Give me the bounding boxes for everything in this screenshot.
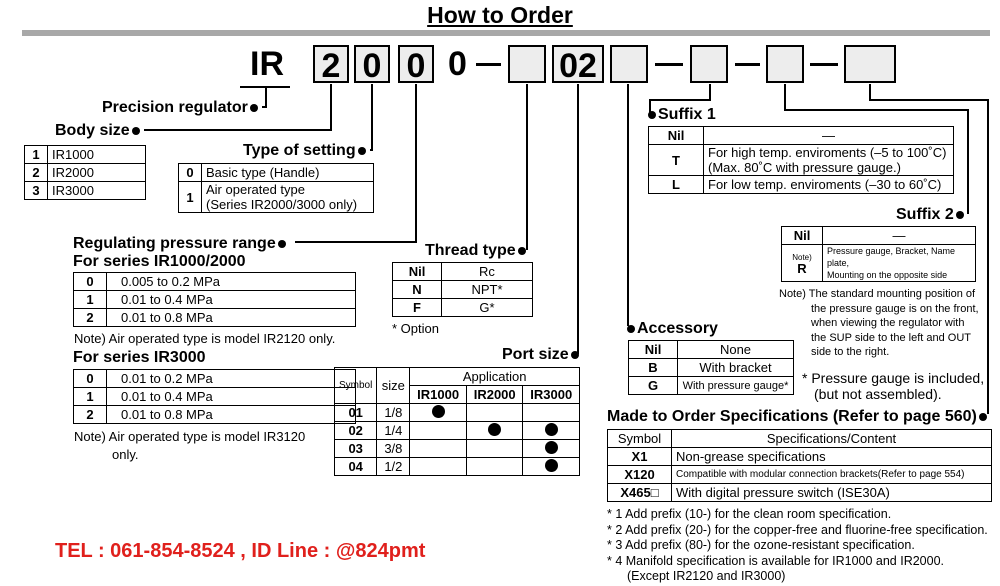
- table-row: 03 3/8: [335, 440, 580, 458]
- table-row: 2 0.01 to 0.8 MPa: [74, 406, 356, 424]
- mto-label: Made to Order Specifications (Refer to page 560): [607, 408, 989, 426]
- range-1000-note: Note) Air operated type is model IR2120 only.: [74, 331, 336, 346]
- code-port-box: 02: [552, 45, 604, 83]
- table-row: F G*: [393, 299, 533, 317]
- body-size-label: Body size: [55, 122, 142, 140]
- suffix1-label: Suffix 1: [646, 106, 716, 124]
- table-row: 1 Air operated type (Series IR2000/3000 only): [179, 182, 374, 213]
- table-row: Nil Rc: [393, 263, 533, 281]
- suffix1-table: [648, 126, 954, 194]
- port-size-label: Port size: [502, 346, 581, 364]
- table-row: X1 Non-grease specifications: [608, 448, 992, 466]
- contact-line: TEL : 061-854-8524 , ID Line : @824pmt: [55, 540, 426, 562]
- type-of-setting-table: [178, 163, 374, 213]
- availability-bullet: [545, 423, 558, 436]
- table-row: T For high temp. enviroments (–5 to 100˚C) (Max. 80˚C with pressure gauge.): [649, 145, 954, 176]
- table-row: X120 Compatible with modular connection brackets(Refer to page 554): [608, 466, 992, 484]
- accessory-note-cont: (but not assembled).: [814, 386, 942, 402]
- suffix2-note: Note) The standard mounting position of the pressure gauge is on the front, when viewing the regulator with the SUP side to the left and OUT side to the right.: [779, 288, 979, 358]
- table-row: 0 0.01 to 0.2 MPa: [74, 370, 356, 388]
- range-3000-table: [73, 369, 356, 424]
- thread-type-table: [392, 262, 533, 317]
- table-row: 02 1/4: [335, 422, 580, 440]
- availability-bullet: [545, 441, 558, 454]
- code-range-box: 0: [398, 45, 434, 83]
- table-row: G With pressure gauge*: [629, 377, 794, 395]
- code-ir: IR: [250, 45, 284, 83]
- range-3000-note-cont: only.: [112, 447, 139, 462]
- table-row: 0 0.005 to 0.2 MPa: [74, 273, 356, 291]
- table-row: Nil —: [782, 227, 976, 245]
- table-row: Note) R Pressure gauge, Bracket, Name plate, Mounting on the opposite side: [782, 245, 976, 282]
- body-size-table: [24, 145, 146, 200]
- suffix2-label: Suffix 2: [896, 206, 966, 224]
- table-row: X465□ With digital pressure switch (ISE30A): [608, 484, 992, 502]
- table-row: N NPT*: [393, 281, 533, 299]
- thread-type-label: Thread type: [425, 242, 528, 260]
- mto-table: Symbol Specifications/Content X1 Non-grease specifications X120 Compatible with modular connection brackets(Refer to page 554) X465□ With digital pressure switch (ISE30A): [607, 429, 992, 502]
- mto-notes: * 1 Add prefix (10-) for the clean room specification. * 2 Add prefix (20-) for the copper-free and fluorine-free specification. * 3 Add prefix (80-) for the ozone-resistant specification. * 4 Manifold specification is available for IR1000 and IR2000. (Except IR2120 and IR3000): [607, 507, 988, 583]
- table-row: 04 1/2: [335, 458, 580, 476]
- table-row: L For low temp. enviroments (–30 to 60˚C): [649, 176, 954, 194]
- table-row: 3 IR3000: [25, 182, 146, 200]
- regulating-pressure-range-label: Regulating pressure range: [73, 235, 288, 253]
- for-series-3000-label: For series IR3000: [73, 349, 206, 366]
- type-of-setting-label: Type of setting: [243, 142, 368, 160]
- thread-note: * Option: [392, 321, 439, 336]
- table-row: 1 0.01 to 0.4 MPa: [74, 291, 356, 309]
- table-row: B With bracket: [629, 359, 794, 377]
- code-body-size-box: 2: [313, 45, 349, 83]
- table-row: 01 1/8: [335, 404, 580, 422]
- table-row: 0 Basic type (Handle): [179, 164, 374, 182]
- table-row: 1 0.01 to 0.4 MPa: [74, 388, 356, 406]
- availability-bullet: [545, 459, 558, 472]
- accessory-label: Accessory: [625, 320, 718, 338]
- table-row: Nil None: [629, 341, 794, 359]
- range-1000-2000-table: [73, 272, 356, 327]
- accessory-note: * Pressure gauge is included,: [802, 370, 985, 386]
- port-size-table: Symbol size Application IR1000 IR2000 IR3000 01 1/8 02 1/4 03 3/8 04 1/2: [334, 367, 580, 476]
- suffix2-table: [781, 226, 976, 282]
- code-setting-box: 0: [354, 45, 390, 83]
- availability-bullet: [488, 423, 501, 436]
- precision-regulator-label: Precision regulator: [102, 99, 260, 117]
- table-row: 1 IR1000: [25, 146, 146, 164]
- code-fixed-zero: 0: [448, 45, 467, 83]
- table-row: Nil —: [649, 127, 954, 145]
- availability-bullet: [432, 405, 445, 418]
- page-title: How to Order: [427, 2, 573, 28]
- table-row: 2 0.01 to 0.8 MPa: [74, 309, 356, 327]
- range-3000-note: Note) Air operated type is model IR3120: [74, 429, 306, 444]
- table-row: 2 IR2000: [25, 164, 146, 182]
- for-series-1000-2000-label: For series IR1000/2000: [73, 253, 246, 270]
- accessory-table: [628, 340, 794, 395]
